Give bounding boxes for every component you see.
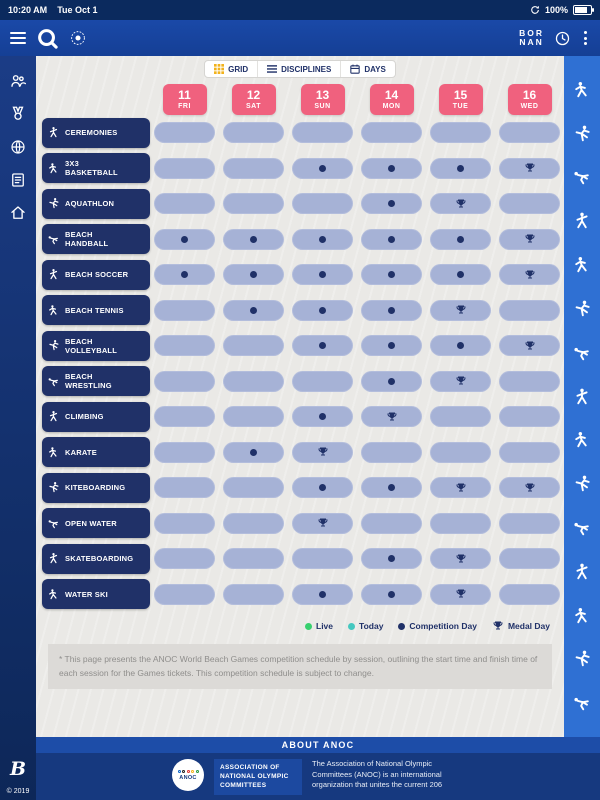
- schedule-cell[interactable]: [430, 513, 491, 534]
- aquathlon-pictogram-icon[interactable]: [572, 167, 592, 187]
- clock-icon[interactable]: [554, 30, 571, 47]
- schedule-cell[interactable]: [292, 122, 353, 143]
- medal-day-icon: [455, 198, 467, 210]
- schedule-cell[interactable]: [499, 122, 560, 143]
- schedule-cell[interactable]: [499, 371, 560, 392]
- beach-soccer-icon: [47, 268, 60, 281]
- schedule-cell[interactable]: [361, 229, 422, 250]
- competition-day-dot: [181, 271, 188, 278]
- schedule-cell[interactable]: [361, 406, 422, 427]
- schedule-main: [36, 56, 564, 737]
- schedule-cell[interactable]: [223, 158, 284, 179]
- competition-day-dot: [250, 449, 257, 456]
- legend-medal-icon: [492, 620, 504, 632]
- karate-icon: [47, 446, 60, 459]
- medal-day-icon: [455, 375, 467, 387]
- schedule-row: [36, 541, 564, 577]
- day-weekday: TUE: [452, 102, 469, 110]
- schedule-cell[interactable]: [223, 477, 284, 498]
- beach-soccer-pictogram-icon[interactable]: [572, 255, 592, 275]
- bornan-b-logo: B: [9, 758, 27, 780]
- schedule-cell[interactable]: [154, 122, 215, 143]
- schedule-grid: [36, 115, 564, 612]
- schedule-cell[interactable]: [361, 477, 422, 498]
- olympic-rings-icon: [178, 770, 199, 773]
- grid-icon: [214, 64, 224, 74]
- medals-icon[interactable]: [9, 105, 27, 123]
- schedule-cell[interactable]: [292, 548, 353, 569]
- schedule-cell[interactable]: [223, 335, 284, 356]
- copyright: © 2019: [6, 788, 30, 795]
- beach-volleyball-pictogram-icon[interactable]: [572, 343, 592, 363]
- beach-tennis-pictogram-icon[interactable]: [572, 299, 592, 319]
- sport-label-karate[interactable]: [42, 437, 150, 467]
- medal-day-icon: [386, 411, 398, 423]
- schedule-cell[interactable]: [223, 229, 284, 250]
- day-number: 13: [315, 87, 330, 102]
- schedule-cell[interactable]: [154, 335, 215, 356]
- water-ski-pictogram-icon[interactable]: [572, 649, 592, 669]
- legend-item: [492, 620, 550, 632]
- schedule-cell[interactable]: [430, 300, 491, 321]
- schedule-cell[interactable]: [292, 442, 353, 463]
- schedule-row: [36, 257, 564, 293]
- schedule-cell[interactable]: [361, 371, 422, 392]
- bornan-logo-bottom: NAN: [519, 37, 544, 47]
- schedule-cell[interactable]: [499, 584, 560, 605]
- day-number: 12: [246, 87, 261, 102]
- schedule-cell[interactable]: [430, 371, 491, 392]
- schedule-cell[interactable]: [361, 584, 422, 605]
- world-icon[interactable]: [9, 138, 27, 156]
- schedule-cell[interactable]: [223, 584, 284, 605]
- beach-tennis-icon: [47, 304, 60, 317]
- schedule-cell[interactable]: [361, 122, 422, 143]
- climbing-icon: [47, 410, 60, 423]
- sport-name: AQUATHLON: [65, 199, 115, 209]
- schedule-cell[interactable]: [499, 335, 560, 356]
- open-water-icon: [47, 517, 60, 530]
- schedule-cell[interactable]: [292, 264, 353, 285]
- sport-label-skateboarding[interactable]: [42, 544, 150, 574]
- schedule-cell[interactable]: [361, 264, 422, 285]
- schedule-cell[interactable]: [361, 158, 422, 179]
- sport-name: 3X3 BASKETBALL: [65, 159, 118, 178]
- sport-label-basketball-3x3[interactable]: [42, 153, 150, 183]
- competition-day-dot: [319, 591, 326, 598]
- schedule-cell[interactable]: [223, 442, 284, 463]
- about-anoc-title: ABOUT ANOC: [36, 737, 600, 753]
- anoc-description: The Association of National Olympic Committees (ANOC) is an international organization that unites the current 206: [312, 759, 443, 789]
- schedule-cell[interactable]: [499, 264, 560, 285]
- competition-day-dot: [319, 413, 326, 420]
- schedule-cell[interactable]: [499, 229, 560, 250]
- schedule-cell[interactable]: [361, 335, 422, 356]
- medal-day-icon: [524, 269, 536, 281]
- sport-label-beach-handball[interactable]: [42, 224, 150, 254]
- day-weekday: SAT: [246, 102, 261, 110]
- competition-day-dot: [457, 165, 464, 172]
- day-weekday: WED: [520, 102, 539, 110]
- medal-day-icon: [524, 162, 536, 174]
- anoc-logo: [172, 759, 204, 791]
- medal-day-icon: [455, 304, 467, 316]
- schedule-cell[interactable]: [430, 122, 491, 143]
- schedule-cell[interactable]: [361, 442, 422, 463]
- competition-day-dot: [250, 307, 257, 314]
- schedule-row: [36, 186, 564, 222]
- schedule-cell[interactable]: [223, 513, 284, 534]
- medal-day-icon: [455, 482, 467, 494]
- home-icon[interactable]: [9, 204, 27, 222]
- day-badge-15[interactable]: [439, 84, 483, 115]
- view-toggle: [204, 60, 396, 78]
- sport-name: CEREMONIES: [65, 128, 118, 138]
- day-weekday: SUN: [314, 102, 331, 110]
- schedule-cell[interactable]: [430, 548, 491, 569]
- sport-label-water-ski[interactable]: [42, 579, 150, 609]
- schedule-cell[interactable]: [430, 584, 491, 605]
- karate-pictogram-icon[interactable]: [572, 474, 592, 494]
- schedule-cell[interactable]: [499, 406, 560, 427]
- day-number: 16: [522, 87, 537, 102]
- schedule-cell[interactable]: [223, 122, 284, 143]
- schedule-row: [36, 435, 564, 471]
- sport-name: OPEN WATER: [65, 518, 117, 528]
- competition-day-dot: [250, 236, 257, 243]
- sport-label-aquathlon[interactable]: [42, 189, 150, 219]
- schedule-row: [36, 364, 564, 400]
- competition-day-dot: [457, 271, 464, 278]
- legend-dot: [348, 623, 355, 630]
- legend-item: [305, 621, 333, 631]
- disciplines-view-button[interactable]: DISCIPLINES: [258, 61, 341, 77]
- sport-name: KITEBOARDING: [65, 483, 126, 493]
- legend-dot: [305, 623, 312, 630]
- sport-name: BEACH TENNIS: [65, 305, 124, 315]
- competition-day-dot: [319, 484, 326, 491]
- medal-day-icon: [455, 553, 467, 565]
- beach-volleyball-icon: [47, 339, 60, 352]
- news-icon[interactable]: [9, 171, 27, 189]
- beach-wrestling-icon: [47, 375, 60, 388]
- schedule-cell[interactable]: [430, 335, 491, 356]
- schedule-cell[interactable]: [223, 300, 284, 321]
- sport-label-beach-volleyball[interactable]: [42, 331, 150, 361]
- day-weekday: MON: [382, 102, 401, 110]
- schedule-cell[interactable]: [223, 264, 284, 285]
- competition-day-dot: [181, 236, 188, 243]
- schedule-cell[interactable]: [292, 335, 353, 356]
- schedule-cell[interactable]: [292, 477, 353, 498]
- sport-label-beach-wrestling[interactable]: [42, 366, 150, 396]
- schedule-cell[interactable]: [292, 193, 353, 214]
- skateboarding-icon: [47, 552, 60, 565]
- competition-day-dot: [388, 342, 395, 349]
- orientation-lock-icon: [530, 5, 540, 15]
- schedule-cell[interactable]: [430, 477, 491, 498]
- bornan-logo-top: BOR: [519, 28, 544, 39]
- schedule-cell[interactable]: [361, 513, 422, 534]
- medal-day-icon: [455, 588, 467, 600]
- schedule-row: [36, 506, 564, 542]
- schedule-cell[interactable]: [223, 406, 284, 427]
- schedule-cell[interactable]: [154, 477, 215, 498]
- sport-name: BEACH HANDBALL: [65, 230, 109, 249]
- climbing-pictogram-icon[interactable]: [572, 430, 592, 450]
- schedule-cell[interactable]: [154, 442, 215, 463]
- schedule-row: [36, 151, 564, 187]
- competition-day-dot: [250, 271, 257, 278]
- schedule-cell[interactable]: [292, 229, 353, 250]
- sport-name: BEACH WRESTLING: [65, 372, 112, 391]
- competition-day-dot: [388, 307, 395, 314]
- battery-percent: 100%: [544, 5, 568, 15]
- competition-day-dot: [388, 484, 395, 491]
- competition-day-dot: [319, 342, 326, 349]
- sport-label-ceremonies[interactable]: [42, 118, 150, 148]
- competition-day-dot: [457, 236, 464, 243]
- schedule-row: [36, 470, 564, 506]
- list-icon: [267, 64, 277, 74]
- competition-day-dot: [319, 307, 326, 314]
- competition-day-dot: [319, 165, 326, 172]
- day-badge-12[interactable]: [232, 84, 276, 115]
- days-view-button[interactable]: DAYS: [341, 61, 395, 77]
- schedule-cell[interactable]: [154, 513, 215, 534]
- overflow-menu-icon[interactable]: [581, 31, 590, 45]
- schedule-cell[interactable]: [430, 193, 491, 214]
- kiteboarding-icon: [47, 481, 60, 494]
- schedule-cell[interactable]: [154, 548, 215, 569]
- schedule-cell[interactable]: [292, 300, 353, 321]
- menu-icon[interactable]: [10, 32, 26, 44]
- competition-day-dot: [319, 236, 326, 243]
- competition-day-dot: [388, 378, 395, 385]
- schedule-cell[interactable]: [154, 584, 215, 605]
- schedule-row: [36, 293, 564, 329]
- schedule-cell[interactable]: [154, 229, 215, 250]
- sport-name: WATER SKI: [65, 589, 108, 599]
- status-bar: [0, 0, 600, 20]
- legend-item: [348, 621, 383, 631]
- legend-dot: [398, 623, 405, 630]
- schedule-cell[interactable]: [361, 193, 422, 214]
- beach-handball-pictogram-icon[interactable]: [572, 211, 592, 231]
- app-logo-icon[interactable]: [36, 27, 59, 50]
- sport-label-beach-soccer[interactable]: [42, 260, 150, 290]
- schedule-cell[interactable]: [499, 548, 560, 569]
- aquathlon-icon: [47, 197, 60, 210]
- schedule-cell[interactable]: [430, 264, 491, 285]
- schedule-cell[interactable]: [499, 442, 560, 463]
- sport-label-open-water[interactable]: [42, 508, 150, 538]
- schedule-cell[interactable]: [154, 300, 215, 321]
- schedule-row: [36, 222, 564, 258]
- sport-name: KARATE: [65, 447, 97, 457]
- schedule-cell[interactable]: [292, 371, 353, 392]
- schedule-cell[interactable]: [361, 300, 422, 321]
- schedule-cell[interactable]: [223, 548, 284, 569]
- competition-day-dot: [457, 342, 464, 349]
- legend-label: Today: [359, 621, 384, 631]
- schedule-cell[interactable]: [292, 513, 353, 534]
- schedule-row: [36, 115, 564, 151]
- schedule-cell[interactable]: [499, 193, 560, 214]
- skateboarding-pictogram-icon[interactable]: [572, 606, 592, 626]
- status-time: 10:20 AM: [8, 5, 48, 15]
- medal-day-icon: [317, 446, 329, 458]
- water-ski-icon: [47, 588, 60, 601]
- schedule-cell[interactable]: [154, 371, 215, 392]
- sport-name: CLIMBING: [65, 412, 104, 422]
- ceremonies-pictogram-icon[interactable]: [572, 80, 592, 100]
- day-badge-16[interactable]: [508, 84, 552, 115]
- schedule-cell[interactable]: [499, 158, 560, 179]
- sport-name: BEACH VOLLEYBALL: [65, 336, 117, 355]
- schedule-cell[interactable]: [154, 264, 215, 285]
- anoc-logo-text: ANOC: [179, 774, 197, 781]
- sport-label-climbing[interactable]: [42, 402, 150, 432]
- sport-label-beach-tennis[interactable]: [42, 295, 150, 325]
- medal-day-icon: [524, 482, 536, 494]
- status-date: Tue Oct 1: [57, 5, 98, 15]
- app-header: [0, 20, 600, 56]
- schedule-disclaimer: * This page presents the ANOC World Beach Games competition schedule by session, outlining the start time and finish time of each session for the Games tickets. This competition schedule is subject to change.: [48, 644, 552, 689]
- day-badge-11[interactable]: [163, 84, 207, 115]
- sport-name: BEACH SOCCER: [65, 270, 129, 280]
- bornan-logo: [519, 29, 544, 47]
- schedule-cell[interactable]: [154, 193, 215, 214]
- day-badge-13[interactable]: [301, 84, 345, 115]
- schedule-cell[interactable]: [154, 406, 215, 427]
- competition-day-dot: [319, 271, 326, 278]
- schedule-cell[interactable]: [223, 193, 284, 214]
- legend-item: [398, 621, 477, 631]
- legend-label: Medal Day: [507, 621, 550, 631]
- schedule-row: [36, 399, 564, 435]
- schedule-cell[interactable]: [430, 442, 491, 463]
- competition-day-dot: [388, 271, 395, 278]
- schedule-cell[interactable]: [223, 371, 284, 392]
- left-sidebar: [0, 56, 36, 800]
- sport-label-kiteboarding[interactable]: [42, 473, 150, 503]
- day-number: 11: [178, 87, 191, 102]
- calendar-icon: [350, 64, 360, 74]
- schedule-cell[interactable]: [292, 406, 353, 427]
- athletes-icon[interactable]: [9, 72, 27, 90]
- schedule-cell[interactable]: [154, 158, 215, 179]
- legend-label: Competition Day: [409, 621, 477, 631]
- kiteboarding-pictogram-icon[interactable]: [572, 518, 592, 538]
- basketball-3x3-icon: [47, 162, 60, 175]
- schedule-cell[interactable]: [499, 300, 560, 321]
- competition-day-dot: [388, 165, 395, 172]
- schedule-cell[interactable]: [499, 477, 560, 498]
- legend: [36, 620, 550, 632]
- medal-day-icon: [524, 233, 536, 245]
- schedule-cell[interactable]: [430, 229, 491, 250]
- right-sidebar: [564, 56, 600, 737]
- medal-day-icon: [317, 517, 329, 529]
- legend-label: Live: [316, 621, 334, 631]
- schedule-row: [36, 577, 564, 613]
- schedule-cell[interactable]: [292, 584, 353, 605]
- schedule-cell[interactable]: [430, 158, 491, 179]
- day-number: 15: [453, 87, 468, 102]
- games-emblem-icon: [69, 29, 87, 47]
- battery-icon: [573, 5, 592, 15]
- schedule-cell[interactable]: [499, 513, 560, 534]
- sailing-pictogram-icon[interactable]: [572, 693, 592, 713]
- schedule-cell[interactable]: [430, 406, 491, 427]
- day-badge-14[interactable]: [370, 84, 414, 115]
- schedule-row: [36, 328, 564, 364]
- schedule-cell[interactable]: [292, 158, 353, 179]
- sport-name: SKATEBOARDING: [65, 554, 134, 564]
- ceremonies-icon: [47, 126, 60, 139]
- anoc-association-label: ASSOCIATION OF NATIONAL OLYMPIC COMMITTEES: [214, 759, 302, 795]
- medal-day-icon: [524, 340, 536, 352]
- competition-day-dot: [388, 591, 395, 598]
- open-water-pictogram-icon[interactable]: [572, 562, 592, 582]
- basketball-3x3-pictogram-icon[interactable]: [572, 124, 592, 144]
- competition-day-dot: [388, 236, 395, 243]
- competition-day-dot: [388, 200, 395, 207]
- footer: [36, 737, 600, 800]
- grid-view-button[interactable]: GRID: [205, 61, 258, 77]
- day-number: 14: [384, 87, 399, 102]
- competition-day-dot: [388, 555, 395, 562]
- day-header-row: [36, 83, 564, 115]
- beach-handball-icon: [47, 233, 60, 246]
- day-weekday: FRI: [178, 102, 191, 110]
- schedule-cell[interactable]: [361, 548, 422, 569]
- beach-wrestling-pictogram-icon[interactable]: [572, 387, 592, 407]
